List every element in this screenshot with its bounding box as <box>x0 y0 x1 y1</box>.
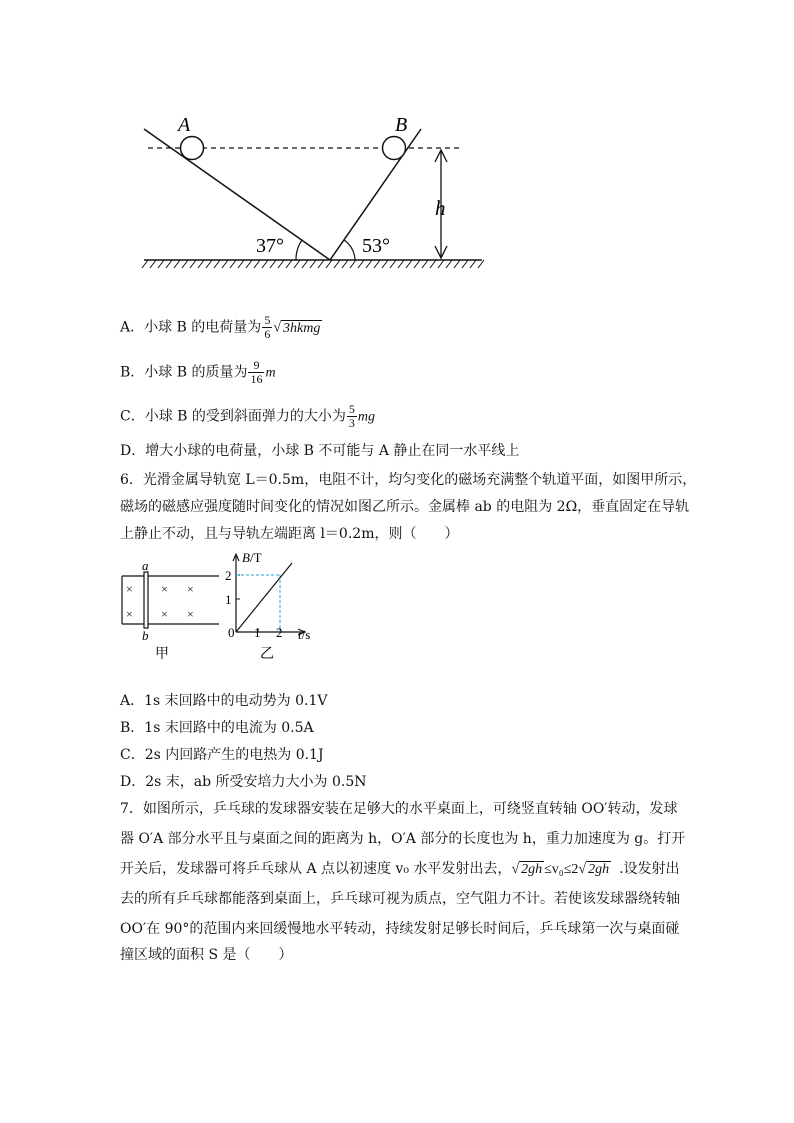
q5-option-a[interactable] <box>120 314 322 341</box>
angle-53: 53° <box>362 235 390 257</box>
q6-option-c[interactable]: C．2s 内回路产生的电热为 0.1J <box>120 747 324 763</box>
figure-yi <box>220 548 330 664</box>
field-cross: × <box>187 607 194 621</box>
y-axis-label: B/T <box>242 550 262 565</box>
label-a-jia: a <box>142 558 149 573</box>
label-b-jia: b <box>142 628 149 643</box>
q7-line-5: OO′在 90°的范围内来回缓慢地水平转动，持续发射足够长时间后，乒乓球第一次与桌面碰 <box>120 921 680 937</box>
q7-radicand-1: 2gh <box>521 862 543 877</box>
q6-option-d[interactable]: D．2s 末，ab 所受安培力大小为 0.5N <box>120 774 367 790</box>
x-tick-label-1: 1 <box>254 625 261 640</box>
origin-label: 0 <box>228 625 235 640</box>
q5-option-c-var: mg <box>357 409 376 425</box>
caption-jia: 甲 <box>155 647 169 662</box>
q7-line-2: 器 O′A 部分水平且与桌面之间的距离为 h，O′A 部分的长度也为 h，重力加速度为 g。打开 <box>120 831 686 847</box>
rod-ab <box>144 572 148 628</box>
x-tick-label-2: 2 <box>276 625 283 640</box>
q5-option-a-fraction: $\frac{5}{6}$ <box>264 313 271 341</box>
incline-figure <box>130 105 500 275</box>
figure-jia <box>115 558 225 662</box>
q5-option-b-prefix: B．小球 B 的质量为 <box>120 364 248 381</box>
field-cross: × <box>187 582 194 596</box>
q5-option-a-prefix: A．小球 B 的电荷量为 <box>120 319 262 336</box>
sqrt-sign: √ <box>273 320 281 336</box>
field-cross: × <box>126 582 133 596</box>
ground-hatch <box>142 260 484 268</box>
x-axis-label: t/s <box>298 627 311 642</box>
q7-line-3 <box>120 859 680 880</box>
field-cross: × <box>161 582 168 596</box>
q7-line-3-end: .设发射出 <box>619 861 680 877</box>
q6-option-b[interactable]: B．1s 末回路中的电流为 0.5A <box>120 720 314 736</box>
q7-line-6: 撞区域的面积 S 是（ ） <box>120 947 293 963</box>
ball-b <box>383 137 406 160</box>
q5-option-b[interactable] <box>120 359 276 386</box>
angle-arc-right <box>344 240 355 260</box>
q7-inequality: ≤v₀≤2 <box>544 862 579 877</box>
sqrt-sign: √ <box>511 862 520 877</box>
q5-option-b-var: m <box>265 365 276 381</box>
field-cross: × <box>126 607 133 621</box>
angle-arc-left <box>296 240 302 260</box>
field-cross: × <box>161 607 168 621</box>
q7-radicand-2: 2gh <box>588 862 610 877</box>
q6-stem-line-3: 上静止不动，且与导轨左端距离 l＝0.2m，则（ ） <box>120 526 459 542</box>
b-t-line <box>236 563 292 632</box>
label-h: h <box>435 196 446 220</box>
q7-line-4: 去的所有乒乓球都能落到桌面上，乒乓球可视为质点，空气阻力不计。若使该发球器绕转轴 <box>120 891 680 907</box>
angle-37: 37° <box>256 235 284 257</box>
q6-option-a[interactable]: A．1s 末回路中的电动势为 0.1V <box>120 693 328 709</box>
q6-stem-line-2: 磁场的磁感应强度随时间变化的情况如图乙所示。金属棒 ab 的电阻为 2Ω，垂直固定在导轨 <box>120 499 690 515</box>
q5-option-c-prefix: C．小球 B 的受到斜面弹力的大小为 <box>120 408 346 425</box>
q7-line-1: 7．如图所示，乒乓球的发球器安装在足够大的水平桌面上，可绕竖直转轴 OO′转动，发球 <box>120 801 678 817</box>
q5-option-a-radicand: 3hkmg <box>283 320 321 336</box>
q5-option-d[interactable]: D．增大小球的电荷量，小球 B 不可能与 A 静止在同一水平线上 <box>120 443 520 459</box>
label-a: A <box>178 114 191 136</box>
caption-yi: 乙 <box>260 647 274 662</box>
q5-option-c-fraction: $\frac{5}{3}$ <box>348 402 355 430</box>
q6-stem-line-1: 6．光滑金属导轨宽 L＝0.5m，电阻不计，均匀变化的磁场充满整个轨道平面，如图甲所示， <box>120 472 697 488</box>
label-b: B <box>395 114 408 136</box>
q7-line-3-start: 开关后，发球器可将乒乓球从 A 点以初速度 v₀ 水平发射出去， <box>120 861 512 877</box>
q5-option-c[interactable] <box>120 403 375 430</box>
ball-a <box>181 137 204 160</box>
sqrt-sign: √ <box>578 862 587 877</box>
y-tick-label-2: 2 <box>225 568 232 583</box>
y-tick-label-1: 1 <box>225 592 232 607</box>
q5-option-b-fraction: $\frac{9}{16}$ <box>250 358 263 386</box>
